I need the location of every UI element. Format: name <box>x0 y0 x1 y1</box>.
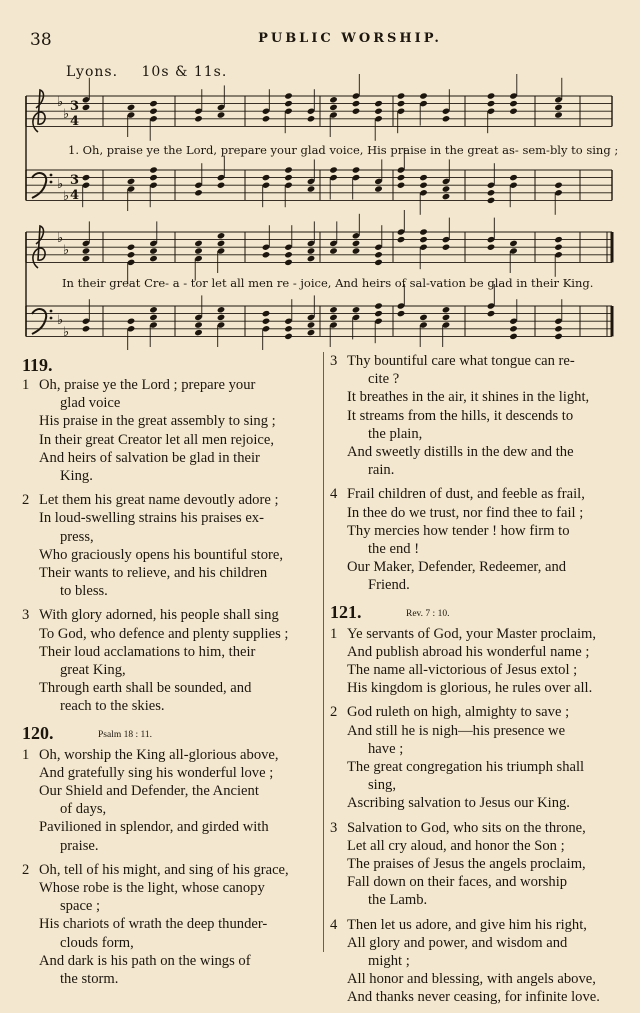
stanza <box>330 625 630 698</box>
stanza-line <box>330 679 630 697</box>
note-head <box>352 108 361 115</box>
stanza-line <box>330 443 630 461</box>
hymn-number <box>330 601 630 625</box>
line-text: cite ? <box>368 371 400 388</box>
stanza-line <box>22 764 318 782</box>
line-text: of days, <box>60 801 107 818</box>
stanza-line <box>22 449 318 467</box>
stanza-line <box>330 916 630 934</box>
line-text: Fall down on their faces, and worship <box>347 874 568 891</box>
stanza-line <box>22 952 318 970</box>
stanza-line <box>330 740 630 758</box>
note-head <box>374 185 383 192</box>
hymn-120-stanzas <box>22 746 318 989</box>
line-text: And heirs of salvation be glad in their <box>39 449 260 466</box>
stanza-line <box>330 873 630 891</box>
note-head <box>284 259 293 266</box>
flat-sign: ♭ <box>63 189 70 204</box>
stanza-line <box>22 546 318 564</box>
stanza-line <box>330 625 630 643</box>
note-head <box>374 310 383 317</box>
line-text: space ; <box>60 898 101 915</box>
tune-meter: 10s & 11s. <box>141 64 228 80</box>
note-head <box>442 306 451 313</box>
note-head <box>352 100 361 107</box>
note-head <box>149 108 158 115</box>
stanza-line <box>22 746 318 764</box>
line-text: All honor and blessing, with angels above, <box>347 971 596 988</box>
note-head <box>82 325 91 332</box>
note-head <box>419 228 428 235</box>
hymn-number <box>22 722 318 746</box>
line-text: Ascribing salvation to Jesus our King. <box>347 795 570 812</box>
note-head <box>509 325 518 332</box>
stanza-line <box>330 407 630 425</box>
music-lyric-line-1: 1. Oh, praise ye the Lord, prepare your glad voice, His praise in the great as- sem-bly to sing ; <box>68 143 619 157</box>
column-divider <box>323 352 324 952</box>
bass-clef-dot <box>50 310 53 313</box>
note-head <box>127 178 136 185</box>
line-text: Our Shield and Defender, the Ancient <box>39 782 259 799</box>
note-head <box>487 189 496 196</box>
line-text: And gratefully sing his wonderful love ; <box>39 764 274 781</box>
line-text: Through earth shall be sounded, and <box>39 680 252 697</box>
line-text: With glory adorned, his people shall sing <box>39 607 279 624</box>
stanza <box>330 916 630 1007</box>
stanza-line <box>330 461 630 479</box>
tune-name: Lyons. <box>66 64 119 80</box>
stanza-line <box>22 625 318 643</box>
stanza-line <box>330 485 630 503</box>
note-head <box>284 92 293 99</box>
line-text: reach to the skies. <box>60 698 165 715</box>
note-head <box>329 104 338 111</box>
hymn-number: 119. <box>22 355 53 375</box>
note-head <box>217 182 226 189</box>
note-head <box>374 251 383 258</box>
note-head <box>284 100 293 107</box>
line-text: It streams from the hills, it descends to <box>347 407 574 424</box>
stanza-line <box>330 643 630 661</box>
note-head <box>149 174 158 181</box>
flat-sign: ♭ <box>57 313 64 328</box>
note-head <box>284 251 293 258</box>
line-text: His kingdom is glorious, he rules over all. <box>347 680 593 697</box>
scripture-ref: Psalm 18 : 11. <box>98 729 153 740</box>
stanza-line <box>330 855 630 873</box>
stanza-line <box>22 782 318 800</box>
line-text: The great congregation his triumph shall <box>347 758 585 775</box>
line-text: the storm. <box>60 970 119 987</box>
note-head <box>262 174 271 181</box>
line-text: In thee do we trust, nor find thee to fail ; <box>347 504 584 521</box>
line-text: Ye servants of God, your Master proclaim, <box>347 625 596 642</box>
note-head <box>284 174 293 181</box>
note-head <box>329 314 338 321</box>
time-signature-bottom: 4 <box>70 188 80 203</box>
stanza-line <box>330 776 630 794</box>
note-head <box>194 247 203 254</box>
line-text: great King, <box>60 662 126 679</box>
note-head <box>487 197 496 204</box>
note-head <box>509 333 518 340</box>
note-head <box>419 174 428 181</box>
note-head <box>149 255 158 262</box>
flat-sign: ♭ <box>57 95 64 110</box>
note-head <box>194 321 203 328</box>
note-head <box>194 189 203 196</box>
line-text: Then let us adore, and give him his right, <box>347 916 587 933</box>
note-head <box>307 115 316 122</box>
hymn-121 <box>330 601 630 1007</box>
stanza <box>22 861 318 988</box>
note-head <box>127 104 136 111</box>
hymn-number-text: 121. <box>330 601 362 622</box>
stanza-line <box>330 522 630 540</box>
line-text: clouds form, <box>60 934 134 951</box>
line-text: In their great Creator let all men rejoice, <box>39 431 275 448</box>
line-text: And sweetly distills in the dew and the <box>347 444 574 461</box>
note-head <box>127 244 136 251</box>
note-head <box>329 166 338 173</box>
stanza-number: 2 <box>330 704 338 721</box>
note-head <box>82 174 91 181</box>
line-text: Let them his great name devoutly adore ; <box>39 492 279 509</box>
note-head <box>217 240 226 247</box>
time-signature-bottom: 4 <box>70 114 80 129</box>
stanza-line <box>330 703 630 721</box>
note-head <box>329 96 338 103</box>
line-text: And dark is his path on the wings of <box>39 952 251 969</box>
time-signature-top: 3 <box>70 99 80 114</box>
stanza-number: 1 <box>22 377 30 393</box>
stanza-line <box>22 412 318 430</box>
stanza-number: 4 <box>330 486 338 503</box>
hymn-number-text: 120. <box>22 722 54 743</box>
stanza-line <box>22 528 318 546</box>
right-column <box>330 352 630 1013</box>
note-head <box>284 325 293 332</box>
stanza-line <box>330 758 630 776</box>
note-head <box>554 182 563 189</box>
note-head <box>262 310 271 317</box>
note-head <box>397 310 406 317</box>
note-head <box>82 255 91 262</box>
flat-sign: ♭ <box>63 243 70 258</box>
note-head <box>127 318 136 325</box>
stanza-line <box>22 970 318 988</box>
stanza-line <box>330 558 630 576</box>
line-text: Oh, tell of his might, and sing of his grace, <box>39 861 289 878</box>
line-text: sing, <box>368 777 396 794</box>
stanza-line <box>22 915 318 933</box>
line-text: To God, who defence and plenty supplies ; <box>39 625 289 642</box>
running-title: PUBLIC WORSHIP. <box>258 31 442 46</box>
stanza <box>22 491 318 600</box>
note-head <box>419 92 428 99</box>
note-head <box>82 104 91 111</box>
stanza-line <box>22 582 318 600</box>
line-text: Their loud acclamations to him, their <box>39 643 256 660</box>
flat-sign: ♭ <box>57 177 64 192</box>
stanza-line <box>330 370 630 388</box>
stanza-line <box>22 879 318 897</box>
line-text: The praises of Jesus the angels proclaim, <box>347 855 586 872</box>
note-head <box>149 314 158 321</box>
stanza-line <box>330 722 630 740</box>
note-head <box>194 329 203 336</box>
note-head <box>487 310 496 317</box>
music-lyric-line-2: In their great Cre- a - tor let all men re - joice, And heirs of sal-vation be glad in their King. <box>62 276 594 290</box>
note-head <box>194 240 203 247</box>
line-text: And still he is nigh—his presence we <box>347 722 566 739</box>
note-head <box>442 115 451 122</box>
flat-sign: ♭ <box>57 231 64 246</box>
note-head <box>419 182 428 189</box>
note-head <box>82 247 91 254</box>
note-head <box>374 100 383 107</box>
bass-clef-dot <box>50 317 53 320</box>
note-head <box>284 166 293 173</box>
stanza-line <box>330 934 630 952</box>
stanza-number: 2 <box>22 492 30 509</box>
stanza-line <box>330 388 630 406</box>
line-text: His praise in the great assembly to sing ; <box>39 413 276 430</box>
line-text: the Lamb. <box>368 892 428 909</box>
line-text: Oh, praise ye the Lord ; prepare your <box>39 377 256 393</box>
hymn-121-stanzas <box>330 625 630 1007</box>
note-head <box>284 333 293 340</box>
music-score <box>0 0 640 350</box>
note-head <box>194 115 203 122</box>
line-text: Frail children of dust, and feeble as frail, <box>347 486 585 503</box>
note-head <box>149 306 158 313</box>
stanza-number: 4 <box>330 916 338 933</box>
line-text: Friend. <box>368 577 410 594</box>
stanza-line <box>330 952 630 970</box>
hymn-119 <box>22 354 318 716</box>
note-head <box>374 259 383 266</box>
note-head <box>262 251 271 258</box>
line-text: King. <box>60 468 93 485</box>
stanza-line <box>330 425 630 443</box>
stanza <box>22 376 318 485</box>
note-head <box>487 100 496 107</box>
scripture-ref: Rev. 7 : 10. <box>406 608 450 619</box>
stanza-number: 3 <box>22 607 30 624</box>
note-head <box>554 333 563 340</box>
flat-sign: ♭ <box>63 325 70 340</box>
stanza-line <box>330 819 630 837</box>
note-head <box>442 185 451 192</box>
stanza-line <box>22 897 318 915</box>
line-text: God ruleth on high, almighty to save ; <box>347 704 570 721</box>
note-head <box>352 240 361 247</box>
note-head <box>307 329 316 336</box>
stanza-line <box>330 540 630 558</box>
note-head <box>509 174 518 181</box>
stanza-line <box>330 794 630 812</box>
line-text: Let all cry aloud, and honor the Son ; <box>347 837 565 854</box>
stanza-number: 3 <box>330 353 338 369</box>
line-text: might ; <box>368 952 410 969</box>
stanza-line <box>22 697 318 715</box>
line-text: press, <box>60 528 94 545</box>
stanza <box>22 606 318 715</box>
line-text: His chariots of wrath the deep thunder- <box>39 916 268 933</box>
bass-clef-dot <box>50 181 53 184</box>
stanza <box>330 819 630 910</box>
stanza-line <box>330 352 630 370</box>
line-text: In loud-swelling strains his praises ex- <box>39 510 264 527</box>
note-head <box>397 92 406 99</box>
stanza <box>330 703 630 812</box>
line-text: praise. <box>60 837 99 854</box>
stanza-line <box>22 509 318 527</box>
stanza-line <box>330 837 630 855</box>
stanza-line <box>22 679 318 697</box>
note-head <box>307 255 316 262</box>
note-head <box>307 185 316 192</box>
note-head <box>442 193 451 200</box>
bass-clef-dot <box>50 174 53 177</box>
note-head <box>509 100 518 107</box>
line-text: All glory and power, and wisdom and <box>347 934 568 951</box>
hymn-119-stanzas <box>22 376 318 716</box>
note-head <box>487 92 496 99</box>
staff-systems <box>26 74 612 350</box>
note-head <box>397 182 406 189</box>
stanza-line <box>330 576 630 594</box>
note-head <box>217 314 226 321</box>
stanza-line <box>22 661 318 679</box>
note-head <box>217 232 226 239</box>
line-text: Our Maker, Defender, Redeemer, and <box>347 559 567 576</box>
stanza <box>330 485 630 594</box>
stanza-number: 2 <box>22 861 30 878</box>
note-head <box>554 111 563 118</box>
line-text: the plain, <box>368 425 423 442</box>
note-head <box>352 306 361 313</box>
note-head <box>217 111 226 118</box>
line-text: And thanks never ceasing, for infinite love. <box>347 989 600 1006</box>
note-head <box>419 314 428 321</box>
stanza-line <box>22 643 318 661</box>
note-head <box>352 247 361 254</box>
line-text: Thy mercies how tender ! how firm to <box>347 522 570 539</box>
line-text: rain. <box>368 462 395 479</box>
line-text: Thy bountiful care what tongue can re- <box>347 353 575 369</box>
stanza-number: 1 <box>330 625 338 642</box>
note-head <box>374 302 383 309</box>
time-signature-top: 3 <box>70 173 80 188</box>
note-head <box>397 236 406 243</box>
note-head <box>352 166 361 173</box>
note-head <box>307 247 316 254</box>
stanza-line <box>330 504 630 522</box>
note-head <box>442 244 451 251</box>
line-text: have ; <box>368 740 404 757</box>
left-column <box>22 352 318 994</box>
note-head <box>149 100 158 107</box>
stanza-line <box>22 491 318 509</box>
line-text: glad voice <box>60 395 121 412</box>
note-head <box>374 108 383 115</box>
stanza-line <box>22 564 318 582</box>
note-head <box>554 104 563 111</box>
note-head <box>262 318 271 325</box>
stanza-line <box>22 606 318 624</box>
note-head <box>397 174 406 181</box>
line-text: It breathes in the air, it shines in the light, <box>347 389 590 406</box>
note-head <box>554 244 563 251</box>
line-text: Who graciously opens his bountiful store, <box>39 546 284 563</box>
note-head <box>509 108 518 115</box>
stanza-line <box>22 934 318 952</box>
note-head <box>127 251 136 258</box>
flat-sign: ♭ <box>63 107 70 122</box>
stanza-line <box>22 376 318 394</box>
note-head <box>509 240 518 247</box>
stanza-line <box>330 988 630 1006</box>
stanza-line <box>22 837 318 855</box>
stanza-line <box>22 467 318 485</box>
hymn-120-continued-stanzas <box>330 352 630 595</box>
note-head <box>149 247 158 254</box>
stanza-line <box>22 394 318 412</box>
stanza <box>22 746 318 855</box>
note-head <box>149 166 158 173</box>
line-text: The name all-victorious of Jesus extol ; <box>347 661 578 678</box>
stanza-line <box>22 431 318 449</box>
stanza-line <box>22 818 318 836</box>
page-number: 38 <box>30 30 52 50</box>
note-head <box>554 325 563 332</box>
line-text: the end ! <box>368 541 420 558</box>
stanza-line <box>330 891 630 909</box>
stanza-line <box>330 970 630 988</box>
note-head <box>487 244 496 251</box>
note-head <box>419 236 428 243</box>
line-text: Whose robe is the light, whose canopy <box>39 879 265 896</box>
hymn-120 <box>22 722 318 989</box>
note-head <box>442 314 451 321</box>
line-text: Oh, worship the King all-glorious above, <box>39 746 279 763</box>
note-head <box>307 321 316 328</box>
stanza-number: 3 <box>330 819 338 836</box>
note-head <box>217 306 226 313</box>
line-text: Their wants to relieve, and his children <box>39 565 268 582</box>
stanza <box>330 352 630 479</box>
stanza-number: 1 <box>22 746 30 763</box>
note-head <box>329 247 338 254</box>
line-text: Pavilioned in splendor, and girded with <box>39 819 269 836</box>
stanza-line <box>22 861 318 879</box>
line-text: to bless. <box>60 583 108 600</box>
note-head <box>397 100 406 107</box>
note-head <box>554 236 563 243</box>
stanza-line <box>330 661 630 679</box>
stanza-line <box>22 800 318 818</box>
line-text: Salvation to God, who sits on the throne, <box>347 819 586 836</box>
note-head <box>329 306 338 313</box>
line-text: And publish abroad his wonderful name ; <box>347 643 590 660</box>
note-head <box>262 115 271 122</box>
